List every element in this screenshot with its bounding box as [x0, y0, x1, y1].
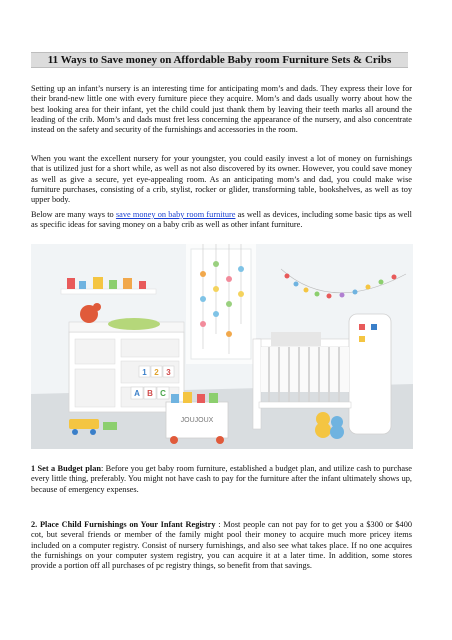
toy-box-label: JOUJOUX	[180, 417, 214, 424]
third-paragraph	[31, 210, 412, 231]
tip-1-heading: 1 Set a Budget plan	[31, 464, 101, 473]
nursery-photo	[31, 244, 413, 449]
tip-1	[31, 464, 412, 495]
tip-2	[31, 520, 412, 571]
block-c-label: C	[160, 389, 166, 398]
third-paragraph-before: Below are many ways to	[31, 210, 116, 219]
abc-blocks	[131, 387, 169, 399]
tip-2-text: : Most people can not pay for to get you a $300 or $400 cot, but several friends or member of the family might pool their money to acquire much more pricey items included on a computer registry. Consist of nursery furnishings, and also see what takes place. If no one acquires the furnishings on your computer system registry, you can acquire it at a later time. In addition, some stores provide a portion off all purchases of pc registry things, so benefit from that savings.	[31, 520, 413, 571]
number-blocks	[139, 366, 174, 377]
block-2-label: 2	[154, 368, 159, 377]
block-3-label: 3	[166, 368, 171, 377]
third-paragraph-after: as well as devices, including some basic tips as well as specific ideas for saving money on a baby crib as well as other infant furniture.	[31, 210, 412, 230]
save-money-link[interactable]: save money on baby room furniture	[115, 210, 236, 219]
block-1-label: 1	[142, 368, 147, 377]
intro-paragraph: Setting up an infant’s nursery is an interesting time for anticipating mom’s and dads. They express their love for their brand-new little one with every furniture piece they acquire. Mom’s and dads usually worry about how the best looking area for their infant, yet the child could just thank them by leaving their teeth marks all around the leading of the crib. Mom’s and dads must fret less concerning the appearance of the nursery, and also concentrate instead on the safety and security of the furnishings and accessories in the room.	[31, 84, 412, 135]
block-b-label: B	[147, 389, 153, 398]
nursery-illustration	[31, 244, 413, 449]
tip-2-heading: 2. Place Child Furnishings on Your Infant Registry	[31, 520, 216, 529]
second-paragraph: When you want the excellent nursery for your youngster, you could easily invest a lot of money on furnishings that is utilized just for a short while, as well as not also discovered by its owner. However, you could save money as well as give a secure, yet eye-appealing room. As an anticipating mom’s and dad, you could make wise furniture purchases, consisting of a crib, stylist, rocker or glider, transforming table, bookshelves, as well as toy upper body.	[31, 154, 412, 205]
tip-1-text: : Before you get baby room furniture, established a budget plan, and utilize cash to purchase every little thing, preferably. You might not have cash to pay for the furniture after the infant ultimately shows up, because of emergency expenses.	[31, 464, 412, 494]
page-title: 11 Ways to Save money on Affordable Baby room Furniture Sets & Cribs	[31, 52, 408, 68]
block-a-label: A	[134, 389, 140, 398]
